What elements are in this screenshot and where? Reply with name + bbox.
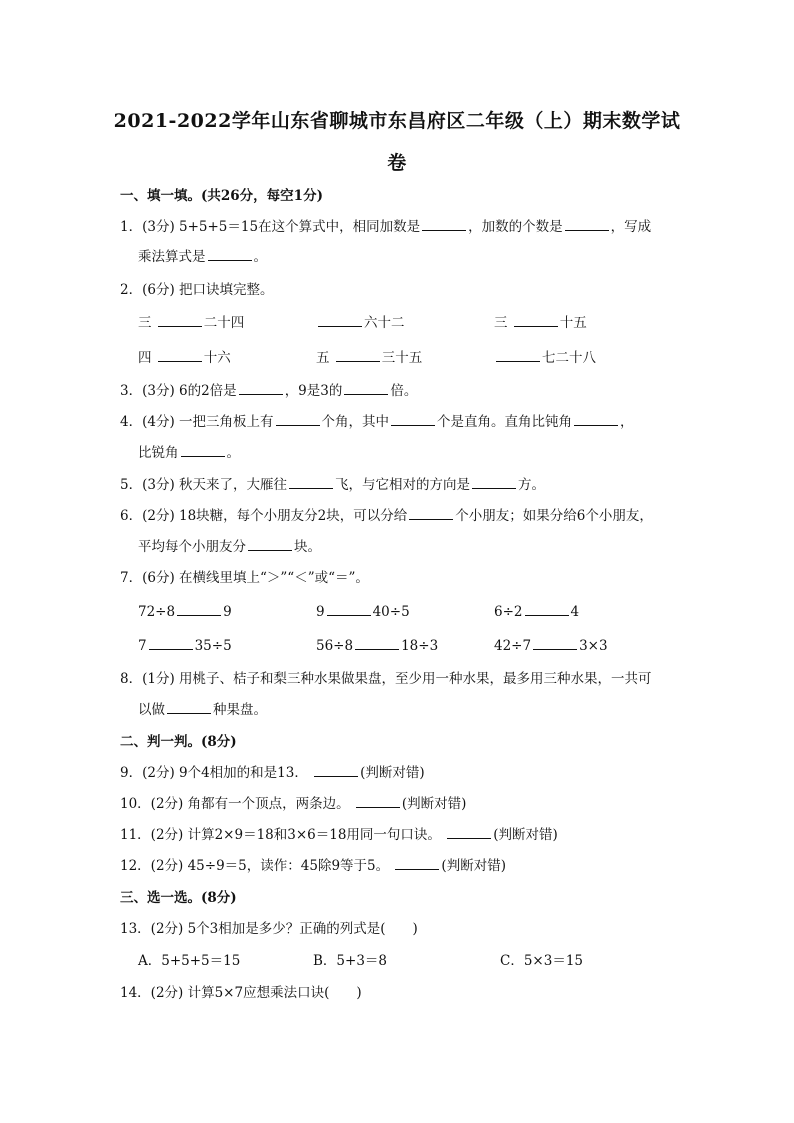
q7-right: 40÷5 bbox=[372, 604, 410, 620]
question-2: 2．(6分) 把口诀填完整。 bbox=[120, 282, 274, 298]
q7-left: 56÷8 bbox=[316, 638, 354, 654]
answer-blank[interactable] bbox=[181, 444, 225, 457]
answer-blank[interactable] bbox=[565, 218, 609, 231]
q5-text-c: 方。 bbox=[518, 477, 546, 493]
answer-blank[interactable] bbox=[208, 248, 252, 261]
q7-left: 42÷7 bbox=[494, 638, 532, 654]
q7-right: 35÷5 bbox=[194, 638, 232, 654]
q7-item bbox=[494, 603, 579, 621]
option-a[interactable]: A．5+5+5＝15 bbox=[138, 953, 241, 969]
answer-blank[interactable] bbox=[289, 476, 333, 489]
question-1-cont bbox=[138, 248, 267, 266]
q1-text-e: 。 bbox=[253, 249, 267, 265]
q8-text-b: 以做 bbox=[138, 702, 165, 718]
q2-r1c1-post: 二十四 bbox=[203, 315, 245, 331]
q2-r2c3-post: 七二十八 bbox=[542, 350, 596, 366]
q7-right: 4 bbox=[570, 604, 580, 620]
option-b[interactable]: B．5+3＝8 bbox=[313, 953, 387, 969]
question-6 bbox=[120, 507, 653, 525]
section-heading-judge: 二、判一判。(8分) bbox=[120, 734, 237, 750]
q12-text: 12．(2分) 45÷9＝5，读作：45除9等于5。 bbox=[120, 858, 390, 874]
q2-item bbox=[138, 314, 244, 332]
question-7: 7．(6分) 在横线里填上“＞”“＜”或“＝”。 bbox=[120, 570, 369, 586]
q2-item bbox=[138, 349, 231, 367]
question-6-cont bbox=[138, 538, 321, 556]
q7-left: 9 bbox=[316, 604, 325, 620]
q2-item bbox=[316, 349, 422, 367]
answer-blank[interactable] bbox=[149, 637, 193, 650]
q6-text-a: 6．(2分) 18块糖，每个小朋友分2块，可以分给 bbox=[120, 508, 408, 524]
answer-blank[interactable] bbox=[344, 382, 388, 395]
q1-text-c: ，写成 bbox=[610, 219, 652, 235]
answer-blank[interactable] bbox=[167, 701, 211, 714]
q2-r1c3-pre: 三 bbox=[494, 315, 508, 331]
answer-blank[interactable] bbox=[356, 795, 400, 808]
q7-item bbox=[316, 637, 438, 655]
q7-left: 72÷8 bbox=[138, 604, 176, 620]
q2-r1c3-post: 十五 bbox=[559, 315, 587, 331]
question-12 bbox=[120, 857, 506, 875]
q7-right: 18÷3 bbox=[401, 638, 439, 654]
q12-hint: (判断对错) bbox=[441, 858, 506, 874]
answer-blank[interactable] bbox=[496, 349, 540, 362]
q4-text-e: 比锐角 bbox=[138, 445, 179, 461]
q2-item bbox=[316, 314, 405, 332]
q7-right: 3×3 bbox=[579, 638, 608, 654]
q11-text: 11．(2分) 计算2×9＝18和3×6＝18用同一句口诀。 bbox=[120, 827, 441, 843]
q4-text-b: 个角，其中 bbox=[321, 414, 390, 430]
section-heading-fill: 一、填一填。(共26分，每空1分) bbox=[120, 188, 323, 204]
question-3 bbox=[120, 382, 417, 400]
answer-blank[interactable] bbox=[158, 314, 202, 327]
q4-text-c: 个是直角。直角比钝角 bbox=[437, 414, 573, 430]
answer-blank[interactable] bbox=[276, 413, 320, 426]
section-heading-choose: 三、选一选。(8分) bbox=[120, 890, 237, 906]
q2-r2c2-pre: 五 bbox=[316, 350, 330, 366]
question-9 bbox=[120, 764, 425, 782]
question-11 bbox=[120, 826, 558, 844]
page-title-line2: 卷 bbox=[387, 152, 407, 174]
q3-text-c: 倍。 bbox=[390, 383, 418, 399]
answer-blank[interactable] bbox=[177, 603, 221, 616]
answer-blank[interactable] bbox=[391, 413, 435, 426]
answer-blank[interactable] bbox=[239, 382, 283, 395]
q7-item bbox=[494, 637, 608, 655]
question-8: 8．(1分) 用桃子、桔子和梨三种水果做果盘，至少用一种水果，最多用三种水果，一共可 bbox=[120, 671, 652, 687]
q2-item bbox=[494, 314, 587, 332]
q7-item bbox=[316, 603, 410, 621]
q6-text-d: 块。 bbox=[294, 539, 321, 555]
q1-text-a: 1．(3分) 5+5+5＝15在这个算式中，相同加数是 bbox=[120, 219, 421, 235]
q3-text-a: 3．(3分) 6的2倍是 bbox=[120, 383, 237, 399]
q8-text-c: 种果盘。 bbox=[213, 702, 267, 718]
answer-blank[interactable] bbox=[574, 413, 618, 426]
q7-right: 9 bbox=[223, 604, 232, 620]
answer-blank[interactable] bbox=[472, 476, 516, 489]
q1-text-d: 乘法算式是 bbox=[138, 249, 206, 265]
q6-text-c: 平均每个小朋友分 bbox=[138, 539, 246, 555]
q10-text: 10．(2分) 角都有一个顶点，两条边。 bbox=[120, 796, 350, 812]
answer-blank[interactable] bbox=[327, 603, 371, 616]
question-14: 14．(2分) 计算5×7应想乘法口诀( ) bbox=[120, 985, 362, 1001]
answer-blank[interactable] bbox=[336, 349, 380, 362]
q5-text-a: 5．(3分) 秋天来了，大雁往 bbox=[120, 477, 288, 493]
answer-blank[interactable] bbox=[422, 218, 466, 231]
question-4-cont bbox=[138, 444, 240, 462]
question-10 bbox=[120, 795, 466, 813]
q10-hint: (判断对错) bbox=[401, 796, 467, 812]
q4-text-a: 4．(4分) 一把三角板上有 bbox=[120, 414, 274, 430]
answer-blank[interactable] bbox=[158, 349, 202, 362]
q7-item bbox=[138, 637, 232, 655]
q4-text-f: 。 bbox=[226, 445, 240, 461]
q2-r1c2-post: 六十二 bbox=[364, 315, 405, 331]
q2-r2c2-post: 三十五 bbox=[381, 350, 423, 366]
option-c[interactable]: C．5×3＝15 bbox=[500, 953, 583, 969]
q2-r1c1-pre: 三 bbox=[138, 315, 152, 331]
q4-text-d: ， bbox=[620, 414, 634, 430]
q7-left: 7 bbox=[138, 638, 147, 654]
question-1 bbox=[120, 218, 651, 236]
answer-blank[interactable] bbox=[514, 314, 558, 327]
q1-text-b: ，加数的个数是 bbox=[468, 219, 563, 235]
question-13: 13．(2分) 5个3相加是多少？正确的列式是( ) bbox=[120, 921, 418, 937]
answer-blank[interactable] bbox=[447, 826, 491, 839]
answer-blank[interactable] bbox=[355, 637, 399, 650]
answer-blank[interactable] bbox=[533, 637, 577, 650]
q11-hint: (判断对错) bbox=[493, 827, 558, 843]
q9-hint: (判断对错) bbox=[360, 765, 425, 781]
answer-blank[interactable] bbox=[395, 857, 439, 870]
q2-r2c1-pre: 四 bbox=[138, 350, 152, 366]
answer-blank[interactable] bbox=[314, 764, 358, 777]
q2-item bbox=[494, 349, 596, 367]
q9-text: 9．(2分) 9个4相加的和是13． bbox=[120, 765, 308, 781]
q5-text-b: 飞，与它相对的方向是 bbox=[335, 477, 471, 493]
q3-text-b: ，9是3的 bbox=[284, 383, 343, 399]
q7-item bbox=[138, 603, 232, 621]
page-title-line1: 2021-2022学年山东省聊城市东昌府区二年级（上）期末数学试 bbox=[113, 110, 681, 132]
q7-left: 6÷2 bbox=[494, 604, 523, 620]
answer-blank[interactable] bbox=[248, 538, 292, 551]
q6-text-b: 个小朋友；如果分给6个小朋友， bbox=[455, 508, 653, 524]
answer-blank[interactable] bbox=[318, 314, 362, 327]
answer-blank[interactable] bbox=[409, 507, 453, 520]
question-4 bbox=[120, 413, 634, 431]
question-8-cont bbox=[138, 701, 267, 719]
question-5 bbox=[120, 476, 545, 494]
q2-r2c1-post: 十六 bbox=[203, 350, 231, 366]
answer-blank[interactable] bbox=[525, 603, 569, 616]
